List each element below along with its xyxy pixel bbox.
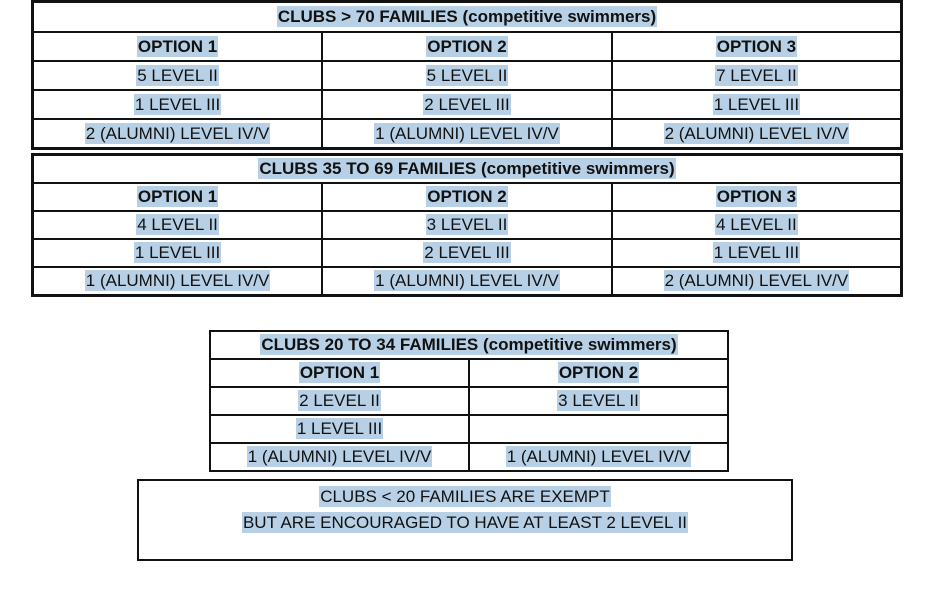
column-header [612,32,902,61]
table-cell [612,119,902,149]
table-cell [469,443,728,471]
table-title [33,2,902,33]
cell-text: 2 (ALUMNI) LEVEL IV/V [664,123,849,143]
table-row [33,119,902,149]
table-row [33,267,902,296]
table-cell [210,443,469,471]
cell-text: 1 LEVEL III [713,94,800,114]
column-header [322,183,612,211]
table-cell [33,90,323,119]
table-clubs-20-to-34 [209,330,729,472]
table-row [210,415,728,443]
cell-text: 1 LEVEL III [134,243,221,262]
table-cell [322,119,612,149]
table-cell [612,239,902,267]
cell-text: 5 LEVEL II [426,65,508,85]
cell-text: 1 (ALUMNI) LEVEL IV/V [247,447,432,466]
cell-text: 2 LEVEL II [299,391,380,410]
table-row [210,387,728,415]
table-title-text: CLUBS 20 TO 34 FAMILIES (competitive swimmers) [261,335,677,354]
table-row [33,90,902,119]
cell-text: 1 (ALUMNI) LEVEL IV/V [375,271,559,290]
column-header-text: OPTION 1 [137,36,218,56]
table-row [33,61,902,90]
column-header-text: OPTION 1 [137,187,218,206]
column-header-text: OPTION 1 [299,363,380,382]
table-cell [322,239,612,267]
column-header [33,32,323,61]
column-header [210,359,469,387]
table-row [210,443,728,471]
column-header [469,359,728,387]
table-cell [210,415,469,443]
table-clubs-35-to-69 [31,153,903,297]
table-row [33,211,902,239]
table-cell [33,211,323,239]
table-cell [322,90,612,119]
table-cell [612,61,902,90]
column-header-text: OPTION 2 [427,36,507,56]
exempt-note-line-2 [139,510,791,536]
cell-text: 2 LEVEL III [424,94,510,114]
table-cell [612,267,902,296]
table-title-text: CLUBS > 70 FAMILIES (competitive swimmers) [277,7,657,26]
table-row [33,239,902,267]
cell-text: 2 (ALUMNI) LEVEL IV/V [664,271,849,290]
table-cell-empty [469,415,728,443]
cell-text: 1 (ALUMNI) LEVEL IV/V [85,271,270,290]
cell-text: 4 LEVEL II [137,215,218,234]
cell-text: 7 LEVEL II [716,65,797,85]
cell-text: 1 LEVEL III [134,94,221,114]
cell-text: 3 LEVEL II [558,391,639,410]
table-cell [210,387,469,415]
table-title-text: CLUBS 35 TO 69 FAMILIES (competitive swimmers) [259,159,675,178]
cell-text: 1 (ALUMNI) LEVEL IV/V [375,123,559,143]
cell-text: 1 LEVEL III [713,243,800,262]
column-header [612,183,902,211]
cell-text: 2 (ALUMNI) LEVEL IV/V [85,123,270,143]
table-cell [469,387,728,415]
exempt-note-box [137,479,793,561]
cell-text: 1 (ALUMNI) LEVEL IV/V [506,447,691,466]
table-cell [612,90,902,119]
column-header-text: OPTION 2 [427,187,507,206]
table-cell [322,61,612,90]
cell-text: 3 LEVEL II [426,215,508,234]
table-title [210,331,728,359]
table-cell [33,267,323,296]
cell-text: 4 LEVEL II [716,215,797,234]
table-cell [612,211,902,239]
cell-text: 5 LEVEL II [137,65,218,85]
table-cell [33,119,323,149]
table-cell [322,211,612,239]
column-header [322,32,612,61]
exempt-note-line-1 [139,484,791,510]
column-header-text: OPTION 2 [558,363,639,382]
table-cell [33,61,323,90]
column-header-text: OPTION 3 [716,36,797,56]
cell-text: 2 LEVEL III [424,243,510,262]
column-header [33,183,323,211]
table-clubs-over-70 [31,0,903,150]
exempt-note-text: CLUBS < 20 FAMILIES ARE EXEMPT [320,487,610,506]
exempt-note-text: BUT ARE ENCOURAGED TO HAVE AT LEAST 2 LEVEL II [242,513,688,532]
table-title [33,155,902,184]
table-cell [33,239,323,267]
column-header-text: OPTION 3 [716,187,797,206]
table-cell [322,267,612,296]
cell-text: 1 LEVEL III [296,419,383,438]
